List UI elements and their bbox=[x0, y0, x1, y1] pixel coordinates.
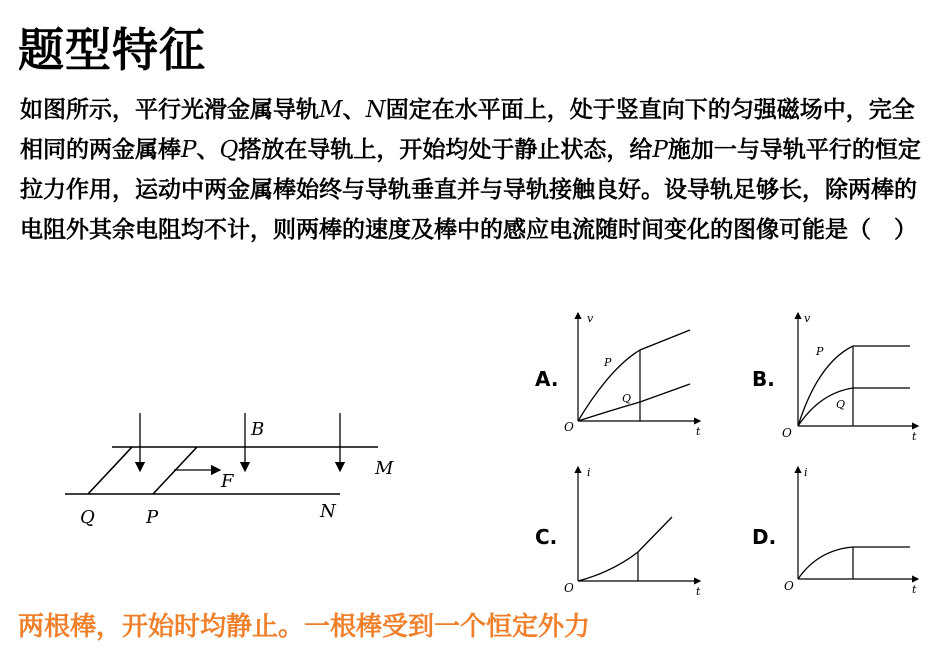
option-b-label[interactable]: B. bbox=[752, 367, 775, 391]
label-m: M bbox=[375, 458, 394, 479]
problem-part: 施加一与导轨平行的恒定拉力作用，运动中两金属棒始终与导轨垂直并与导轨接触良好。设导轨足够长，除两棒的电阻外其余电阻均不计，则两棒的速度及棒中的感应电流随时间变化的图像可能是（ ） bbox=[20, 136, 921, 243]
curve-q-label: Q bbox=[622, 392, 632, 405]
label-n: N bbox=[320, 501, 336, 522]
rod-q-symbol: Q bbox=[219, 137, 239, 163]
curve-p-label: P bbox=[816, 345, 824, 358]
label-q: Q bbox=[80, 507, 95, 528]
label-p: P bbox=[146, 507, 159, 528]
curve-p bbox=[578, 330, 690, 421]
problem-part: 搭放在导轨上，开始均处于静止状态，给 bbox=[238, 136, 653, 163]
option-a-label[interactable]: A. bbox=[535, 367, 559, 391]
rod-p-symbol: P bbox=[652, 137, 668, 163]
label-f: F bbox=[221, 471, 234, 492]
footer-note: 两根棒，开始时均静止。一根棒受到一个恒定外力 bbox=[18, 612, 591, 642]
option-c-label[interactable]: C. bbox=[535, 525, 558, 549]
problem-part: 如图所示，平行光滑金属导轨 bbox=[20, 96, 319, 123]
axis-y-label: v bbox=[587, 312, 594, 325]
axis-x-label: t bbox=[696, 585, 701, 598]
origin-label: O bbox=[564, 420, 574, 434]
axis-x-label: t bbox=[912, 583, 917, 596]
axis-x-label: t bbox=[912, 430, 917, 443]
rod-q-line bbox=[88, 447, 132, 494]
axis-y-label: v bbox=[804, 312, 811, 325]
rail-m-symbol: M bbox=[319, 97, 343, 123]
curve-p-label: P bbox=[604, 356, 612, 369]
origin-label: O bbox=[564, 581, 574, 595]
curve-q bbox=[578, 384, 690, 421]
problem-part: 、 bbox=[196, 136, 220, 163]
axis-y-label: i bbox=[804, 466, 808, 479]
label-b: B bbox=[251, 419, 265, 440]
current-curve bbox=[578, 517, 672, 581]
problem-part: 、 bbox=[342, 96, 366, 123]
rail-diagram bbox=[60, 405, 420, 530]
axis-y-label: i bbox=[587, 466, 591, 479]
curve-q-label: Q bbox=[836, 398, 846, 411]
rod-p-symbol: P bbox=[181, 137, 197, 163]
origin-label: O bbox=[782, 426, 792, 440]
option-a-graph[interactable] bbox=[560, 308, 710, 443]
axis-x-label: t bbox=[696, 425, 701, 438]
problem-text bbox=[20, 90, 930, 250]
problem-part: 固定在水平面上，处于竖直向下的匀强磁场中，完全相同的两金属棒 bbox=[20, 96, 915, 163]
page-title: 题型特征 bbox=[18, 23, 206, 77]
curve-p bbox=[798, 346, 910, 426]
option-d-label[interactable]: D. bbox=[752, 525, 777, 549]
option-b-graph[interactable] bbox=[778, 308, 928, 443]
option-d-graph[interactable] bbox=[778, 462, 928, 599]
current-curve bbox=[798, 547, 910, 579]
curve-q bbox=[798, 388, 910, 426]
rail-n-symbol: N bbox=[365, 97, 386, 123]
origin-label: O bbox=[784, 579, 794, 593]
option-c-graph[interactable] bbox=[560, 462, 710, 599]
